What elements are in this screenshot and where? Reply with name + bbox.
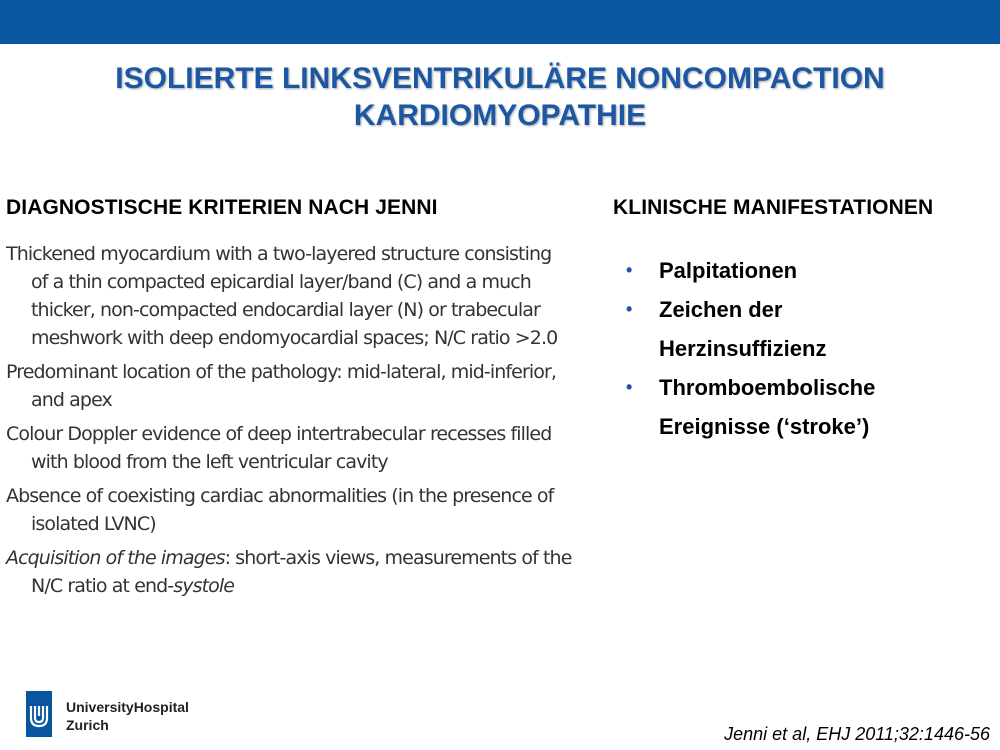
- criterion-line: thicker, non-compacted endocardial layer (N) or trabecular: [31, 299, 540, 321]
- logo-line-2: Zurich: [66, 717, 109, 733]
- criterion-line: isolated LVNC): [31, 513, 156, 535]
- criterion-line: Absence of coexisting cardiac abnormalities (in the presence of: [6, 485, 554, 507]
- university-hospital-logo-icon: [26, 691, 52, 737]
- criterion-line: of a thin compacted epicardial layer/band (C) and a much: [31, 271, 531, 293]
- criterion-item: [6, 482, 606, 538]
- criterion-line: meshwork with deep endomyocardial spaces; N/C ratio >2.0: [31, 327, 558, 349]
- slide-title: [0, 60, 1000, 134]
- manifestations-heading: KLINISCHE MANIFESTATIONEN: [613, 196, 934, 219]
- criterion-item: [6, 240, 606, 352]
- criterion-line: [6, 572, 606, 600]
- criterion-line: and apex: [31, 389, 112, 411]
- bullet-icon: •: [626, 299, 633, 319]
- manifestation-text: Palpitationen: [659, 258, 798, 283]
- manifestation-text: Thromboembolische: [659, 375, 876, 400]
- manifestation-item: [626, 251, 996, 290]
- criterion-text: : short-axis views, measurements of the: [224, 547, 572, 569]
- manifestation-text: Zeichen der: [659, 297, 783, 322]
- criterion-item: [6, 358, 606, 414]
- slide-title-line-2: KARDIOMYOPATHIE: [353, 99, 647, 132]
- slide-title-line-1: ISOLIERTE LINKSVENTRIKULÄRE NONCOMPACTION: [115, 62, 885, 95]
- criterion-line: with blood from the left ventricular cavity: [31, 451, 388, 473]
- bullet-icon: •: [626, 377, 633, 397]
- criterion-line: Thickened myocardium with a two-layered structure consisting: [6, 243, 552, 265]
- criterion-item: [6, 420, 606, 476]
- header-bar: [0, 0, 1000, 44]
- criterion-italic-lead: Acquisition of the images: [6, 547, 225, 569]
- criterion-line: Predominant location of the pathology: mid-lateral, mid-inferior,: [6, 361, 557, 383]
- citation: Jenni et al, EHJ 2011;32:1446-56: [724, 724, 990, 744]
- manifestations-list: [626, 251, 996, 446]
- criteria-heading: DIAGNOSTISCHE KRITERIEN NACH JENNI: [6, 196, 438, 219]
- criterion-italic-word: systole: [173, 575, 235, 597]
- logo-line-1: UniversityHospital: [66, 699, 189, 715]
- criterion-text: N/C ratio at end-: [31, 575, 174, 597]
- criterion-line: Colour Doppler evidence of deep intertrabecular recesses filled: [6, 423, 552, 445]
- criterion-line: [6, 544, 606, 572]
- manifestation-text: Ereignisse (‘stroke’): [659, 414, 870, 439]
- manifestation-text: Herzinsuffizienz: [659, 336, 827, 361]
- criteria-list: [6, 240, 606, 606]
- logo-wordmark: [66, 698, 189, 734]
- criterion-item: [6, 544, 606, 600]
- manifestation-item: [626, 290, 996, 368]
- bullet-icon: •: [626, 260, 633, 280]
- manifestation-item: [626, 368, 996, 446]
